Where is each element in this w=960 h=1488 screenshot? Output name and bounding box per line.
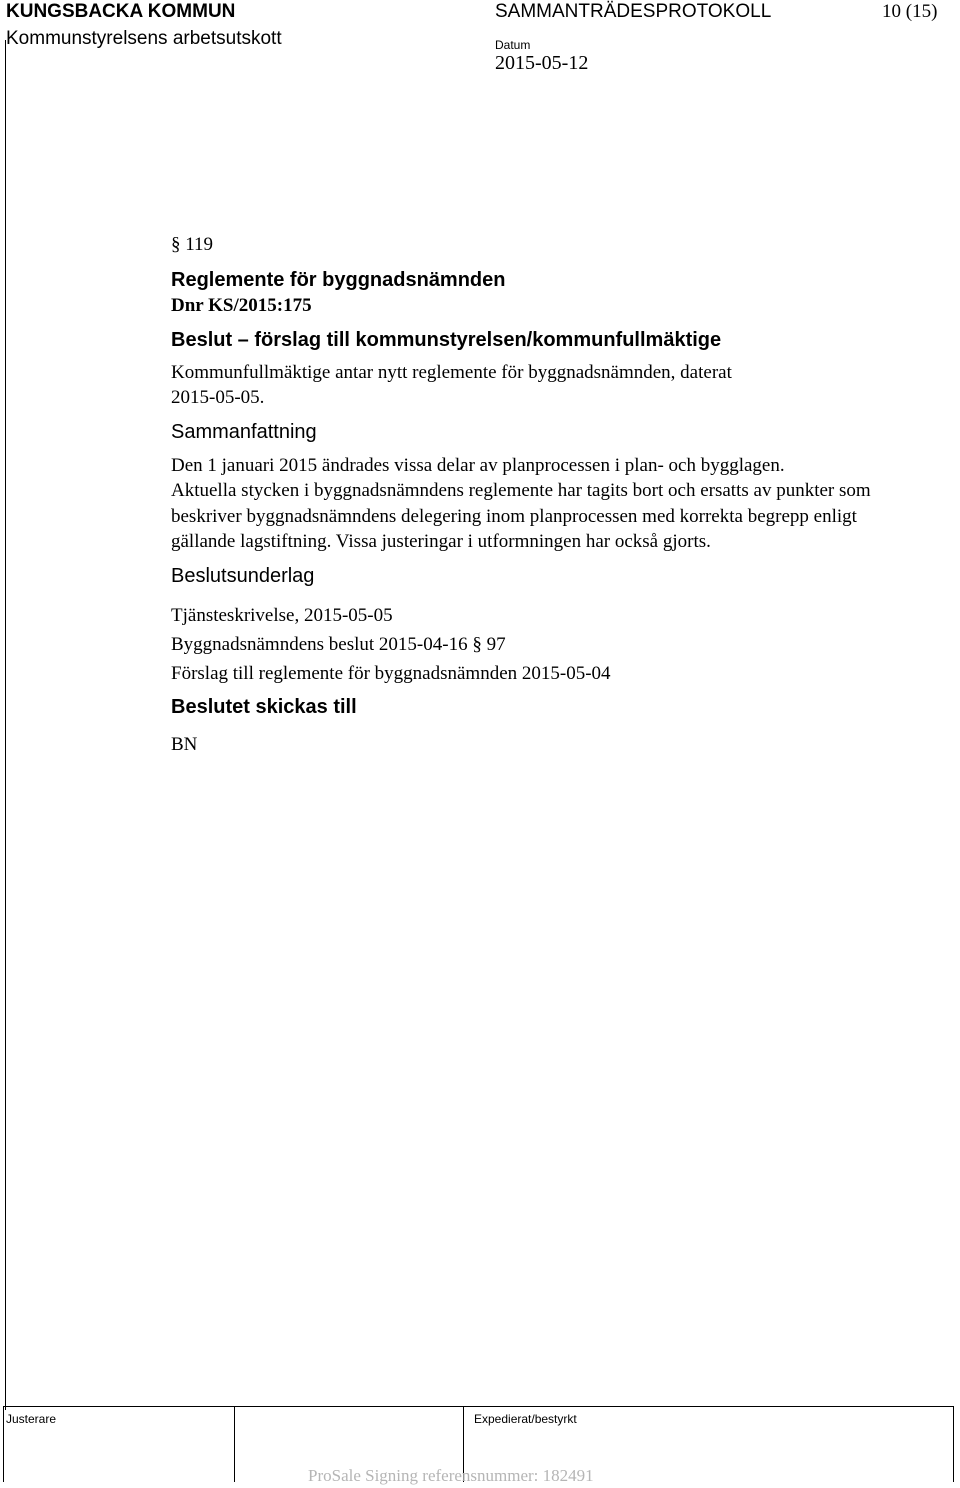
basis-heading: Beslutsunderlag	[171, 564, 315, 587]
page-number: 10 (15)	[882, 1, 938, 22]
footer-divider-1	[234, 1406, 235, 1482]
protocol-section	[171, 232, 911, 757]
signing-reference: ProSale Signing referensnummer: 182491	[308, 1466, 594, 1485]
sent-to-heading: Beslutet skickas till	[171, 695, 357, 718]
decision-heading: Beslut – förslag till kommunstyrelsen/kommunfullmäktige	[171, 328, 722, 351]
expedierat-label: Expedierat/bestyrkt	[474, 1412, 577, 1426]
basis-item: Tjänsteskrivelse, 2015-05-05	[171, 604, 393, 626]
footer-divider-right	[953, 1406, 954, 1482]
summary-text-1: Den 1 januari 2015 ändrades vissa delar av planprocessen i plan- och bygglagen.	[171, 454, 785, 476]
left-margin-line	[5, 40, 6, 1410]
justerare-label: Justerare	[6, 1412, 57, 1426]
date-value: 2015-05-12	[495, 52, 589, 74]
footer-divider-left	[3, 1406, 4, 1482]
basis-item: Förslag till reglemente för byggnadsnämnden 2015-05-04	[171, 662, 611, 684]
diary-number: Dnr KS/2015:175	[171, 294, 312, 316]
summary-heading: Sammanfattning	[171, 420, 317, 443]
document-type: SAMMANTRÄDESPROTOKOLL	[495, 1, 772, 22]
department-name: Kommunstyrelsens arbetsutskott	[6, 28, 282, 49]
section-number: § 119	[171, 234, 214, 255]
section-title: Reglemente för byggnadsnämnden	[171, 268, 506, 291]
organization-name: KUNGSBACKA KOMMUN	[6, 1, 236, 22]
footer-top-line	[3, 1406, 954, 1407]
date-label: Datum	[495, 38, 531, 52]
summary-text-2: Aktuella stycken i byggnadsnämndens reglemente har tagits bort och ersatts av punkter som beskriver byggnadsnämndens delegering inom planprocessen med korrekta begrepp enligt gällande lagstiftning. Vissa justeringar i utformningen har också gjorts.	[171, 480, 871, 552]
decision-text: Kommunfullmäktige antar nytt reglemente för byggnadsnämnden, daterat 2015-05-05.	[171, 361, 732, 408]
basis-item: Byggnadsnämndens beslut 2015-04-16 § 97	[171, 633, 506, 655]
sent-to-recipient: BN	[171, 733, 198, 755]
